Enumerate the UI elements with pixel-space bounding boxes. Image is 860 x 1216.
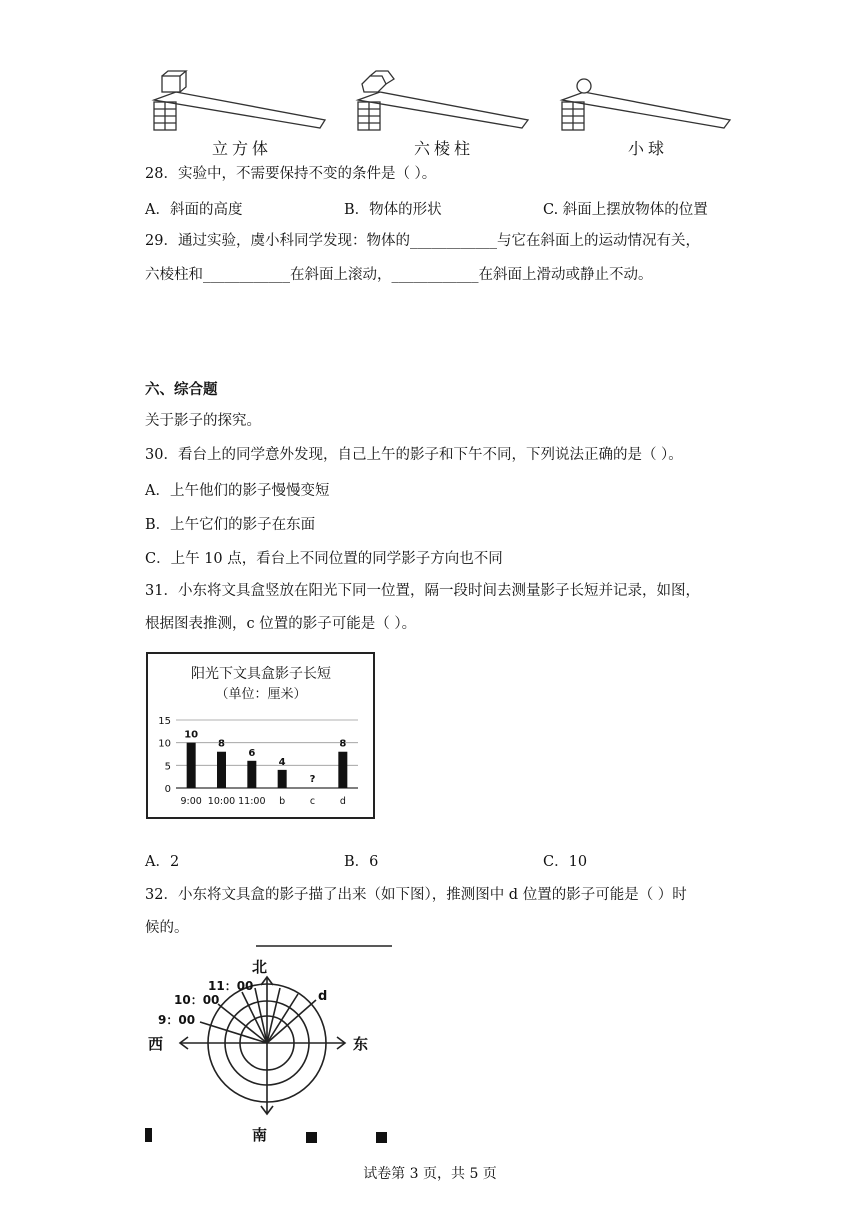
label-d: d	[318, 989, 328, 1004]
q29-line2: 六棱柱和____________在斜面上滚动，____________在斜面上滑动或静止不动。	[145, 267, 653, 283]
q31-line2: 根据图表推测，c 位置的影子可能是（ ）。	[145, 616, 417, 632]
chart-bar-11:00	[247, 761, 256, 788]
q28-number: 28．	[145, 166, 178, 182]
page-footer: 试卷第 3 页，共 5 页	[363, 1166, 497, 1182]
chart-ytick-15: 15	[158, 716, 171, 727]
chart-value-label-d: 8	[339, 738, 347, 750]
q28-option-a[interactable]: A．斜面的高度	[145, 202, 243, 218]
label-time-9: 9：00	[158, 1013, 196, 1027]
chart-ytick-5: 5	[164, 761, 171, 773]
chart-value-label-11:00: 6	[248, 747, 256, 759]
q30-option-a[interactable]: A．上午他们的影子慢慢变短	[145, 483, 330, 499]
ramp-hexprism-figure	[358, 71, 528, 130]
chart-value-label-b: 4	[278, 756, 286, 768]
label-time-10: 10：00	[174, 993, 220, 1007]
cropped-mark-right	[376, 1132, 387, 1143]
q29-line1: 29．通过实验，虞小科同学发现：物体的____________与它在斜面上的运动情况有关，	[145, 233, 700, 249]
chart-ytick-10: 10	[158, 738, 171, 750]
chart-xlabel-c: c	[309, 796, 316, 807]
chart-bar-b	[278, 770, 287, 788]
label-west: 西	[148, 1035, 164, 1053]
chart-xlabel-11:00: 11:00	[238, 796, 266, 807]
shadow-ray-11	[242, 992, 267, 1043]
caption-ball: 小球	[628, 139, 669, 158]
q28-option-b[interactable]: B．物体的形状	[344, 202, 442, 218]
q28-stem	[145, 164, 436, 184]
shadow-ray-9	[200, 1022, 267, 1043]
shadow-length-chart	[146, 652, 376, 820]
caption-cube: 立方体	[212, 139, 273, 158]
chart-xlabel-d: d	[339, 796, 346, 807]
q32-line1: 32．小东将文具盒的影子描了出来（如下图），推测图中 d 位置的影子可能是（ ）时	[145, 887, 687, 903]
q30-stem: 30．看台上的同学意外发现，自己上午的影子和下午不同，下列说法正确的是（ ）。	[145, 447, 683, 463]
chart-subtitle: （单位：厘米）	[215, 687, 307, 702]
chart-svg	[146, 652, 376, 820]
label-east: 东	[353, 1035, 369, 1053]
label-south: 南	[252, 1126, 268, 1144]
caption-hexprism: 六棱柱	[414, 139, 475, 158]
chart-bar-9:00	[187, 743, 196, 788]
chart-ytick-0: 0	[164, 784, 171, 795]
section-6-title: 六、综合题	[145, 381, 218, 398]
chart-bar-d	[338, 752, 347, 788]
chart-xlabel-b: b	[279, 796, 286, 807]
section-6-intro: 关于影子的探究。	[145, 413, 261, 429]
chart-title: 阳光下文具盒影子长短	[191, 666, 331, 682]
q31-line1: 31．小东将文具盒竖放在阳光下同一位置，隔一段时间去测量影子长短并记录，如图，	[145, 583, 700, 599]
q31-option-c[interactable]: C．10	[543, 854, 588, 870]
q30-option-c[interactable]: C．上午 10 点，看台上不同位置的同学影子方向也不同	[145, 551, 503, 567]
chart-xlabel-9:00: 9:00	[180, 796, 202, 807]
q30-option-b[interactable]: B．上午它们的影子在东面	[145, 517, 316, 533]
ramp-ball-figure	[562, 79, 730, 130]
q32-line2: 候的。	[145, 920, 189, 936]
q28-option-c[interactable]: C. 斜面上摆放物体的位置	[543, 202, 708, 218]
q31-option-a[interactable]: A．2	[145, 854, 180, 870]
ramp-cube-figure	[154, 71, 325, 130]
cropped-mark-middle	[306, 1132, 317, 1143]
label-time-11: 11：00	[208, 979, 254, 993]
shadow-compass-svg	[140, 942, 400, 1147]
cropped-mark-left	[145, 1128, 152, 1142]
chart-xlabel-10:00: 10:00	[207, 796, 236, 807]
shadow-compass-diagram	[140, 942, 400, 1147]
chart-value-label-9:00: 10	[184, 729, 199, 741]
chart-value-label-10:00: 8	[218, 738, 225, 750]
chart-value-label-c: ?	[309, 774, 316, 785]
chart-bar-10:00	[217, 752, 226, 788]
label-north: 北	[252, 958, 268, 976]
q28-text: 实验中，不需要保持不变的条件是（ ）。	[177, 166, 437, 182]
q31-option-b[interactable]: B．6	[344, 854, 379, 870]
